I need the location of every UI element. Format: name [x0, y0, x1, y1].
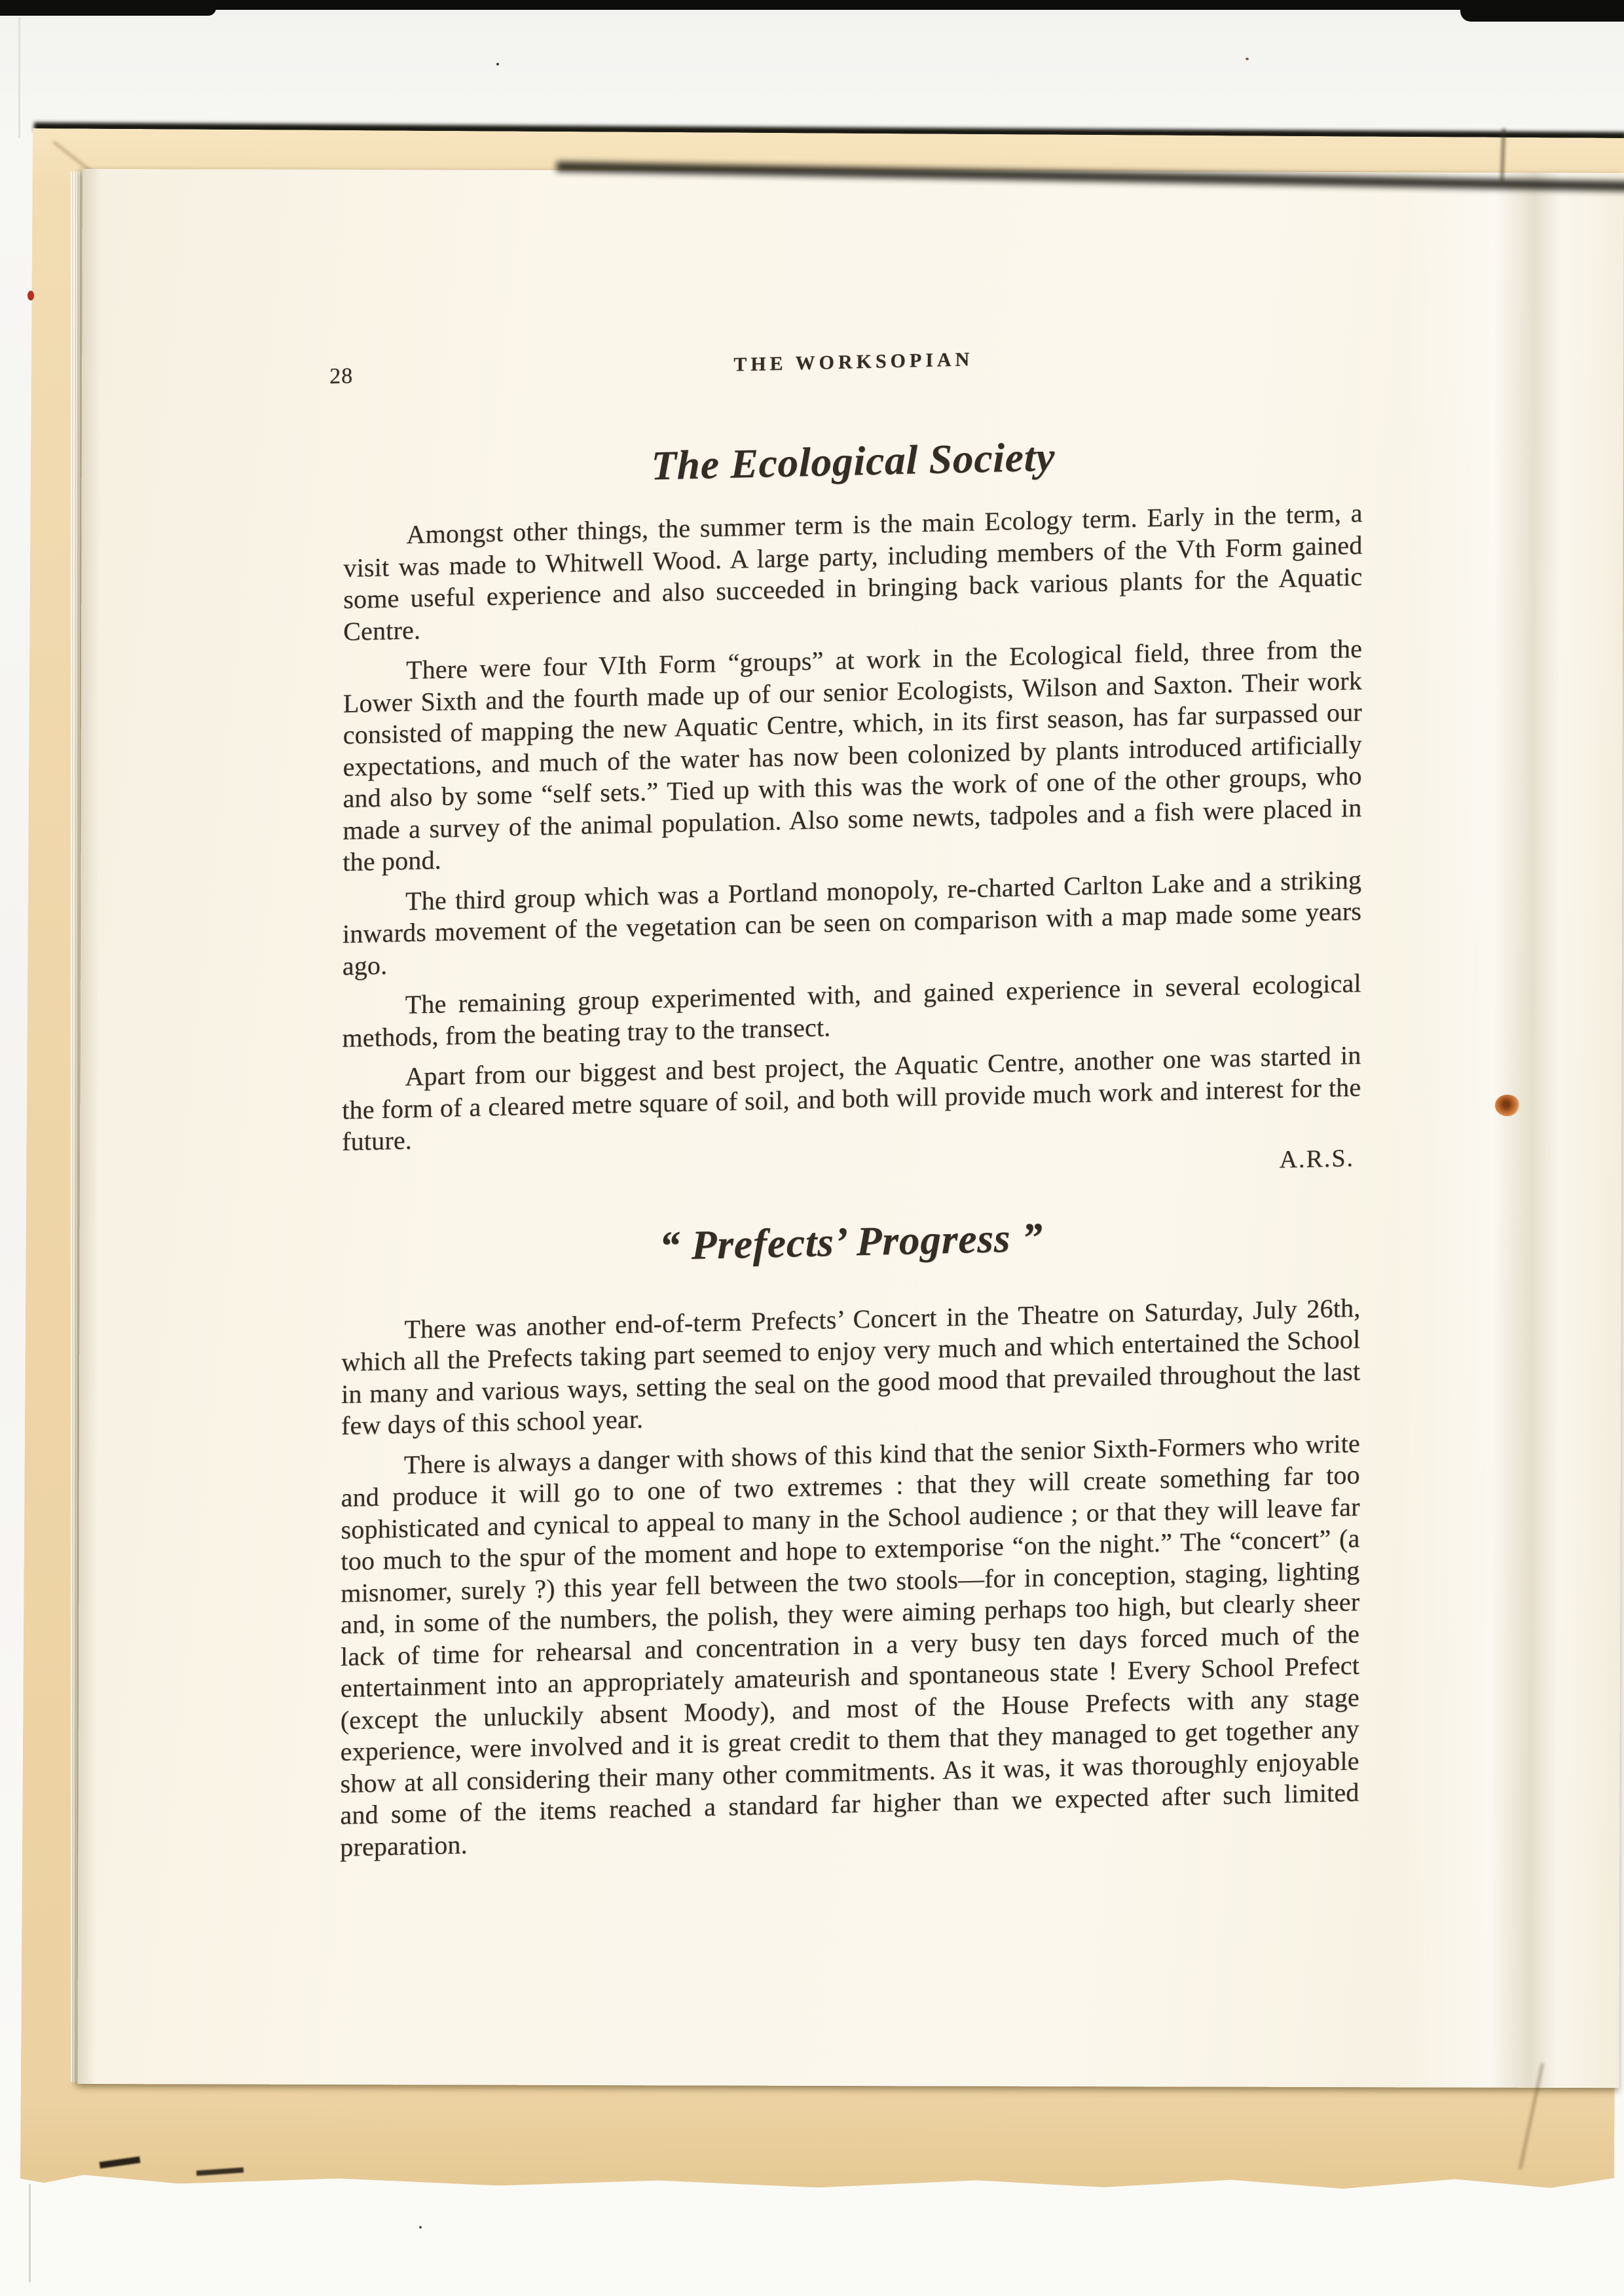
scanner-edge-top	[0, 0, 1624, 10]
paragraph: The remaining group experimented with, and gained experience in several ecological methods, from the beating tray to the transect.	[342, 968, 1361, 1053]
running-head-title: THE WORKSOPIAN	[733, 348, 974, 376]
paragraph: Apart from our biggest and best project, the Aquatic Centre, another one was started in the form of a cleared metre square of soil, and both will provide much work and interest for the future.	[342, 1040, 1361, 1157]
page-number: 28	[329, 363, 354, 389]
dust-speck	[419, 2226, 422, 2229]
paragraph: There were four VIth Form “groups” at work in the Ecological field, three from the Lower Sixth and the fourth made up of our senior Ecologists, Wilson and Saxton. Their work consisted of mapping the new Aquatic Centre, which, in its first season, has far surpassed our expectations, and much of the water has now been colonized by plants introduced artificially and also by some “self sets.” Tied up with this was the work of one of the other groups, who made a survey of the animal population. Also some newts, tadpoles and a fish were placed in the pond.	[342, 633, 1363, 877]
cover-red-stain	[28, 291, 34, 301]
dust-speck	[1246, 58, 1249, 60]
paragraph: The third group which was a Portland monopoly, re-charted Carlton Lake and a striking inwards movement of the vegetation can be seen on comparison with a map made some years ago.	[342, 864, 1362, 981]
scanner-edge-top-left	[0, 0, 216, 16]
running-header	[329, 340, 1363, 392]
paragraph: There is always a danger with shows of this kind that the senior Sixth-Formers who write and produce it will go to one of two extremes : that they will create something far too sophisticated and cynical to appeal to many in the School audience ; or that they will leave far too much to the spur of the moment and hope to extemporise “on the night.” The “concert” (a misnomer, surely ?) this year fell between the two stools—for in conception, staging, lighting and, in some of the numbers, the polish, they were aiming perhaps too high, but clearly sheer lack of time for rehearsal and concentration in a very busy ten days forced much of the entertainment into an appropriately amateurish and spontaneous state ! Every School Prefect (except the unluckily absent Moody), and most of the House Prefects with any stage experience, were involved and it is great credit to them that they managed to get together any show at all considering their many other commitments. As it was, it was thoroughly enjoyable and some of the items reached a standard far higher than we expected after such limited preparation.	[340, 1428, 1360, 1862]
article-title-ecological-society: The Ecological Society	[651, 433, 1056, 489]
scanner-edge-top-right	[1460, 0, 1624, 22]
dust-speck	[496, 63, 499, 65]
paragraph: There was another end-of-term Prefects’ Concert in the Theatre on Saturday, July 26th, which all the Prefects taking part seemed to enjoy very much and which entertained the School in many and various ways, setting the seal on the good mood that prevailed throughout the last few days of this school year.	[341, 1292, 1361, 1441]
article-title-prefects-progress: “ Prefects’ Progress ”	[659, 1214, 1043, 1269]
author-initials: A.R.S.	[1279, 1144, 1355, 1174]
paragraph: Amongst other things, the summer term is the main Ecology term. Early in the term, a visit was made to Whitwell Wood. A large party, including members of the Vth Form gained some useful experience and also succeeded in bringing back various plants for the Aquatic Centre.	[343, 498, 1363, 646]
printed-text-block	[329, 340, 1363, 1872]
foxing-spot	[1495, 1095, 1520, 1116]
backing-sheet-edge-bottom	[29, 2184, 31, 2282]
magazine-page	[77, 169, 1624, 2088]
backing-sheet-edge-top	[18, 17, 20, 138]
